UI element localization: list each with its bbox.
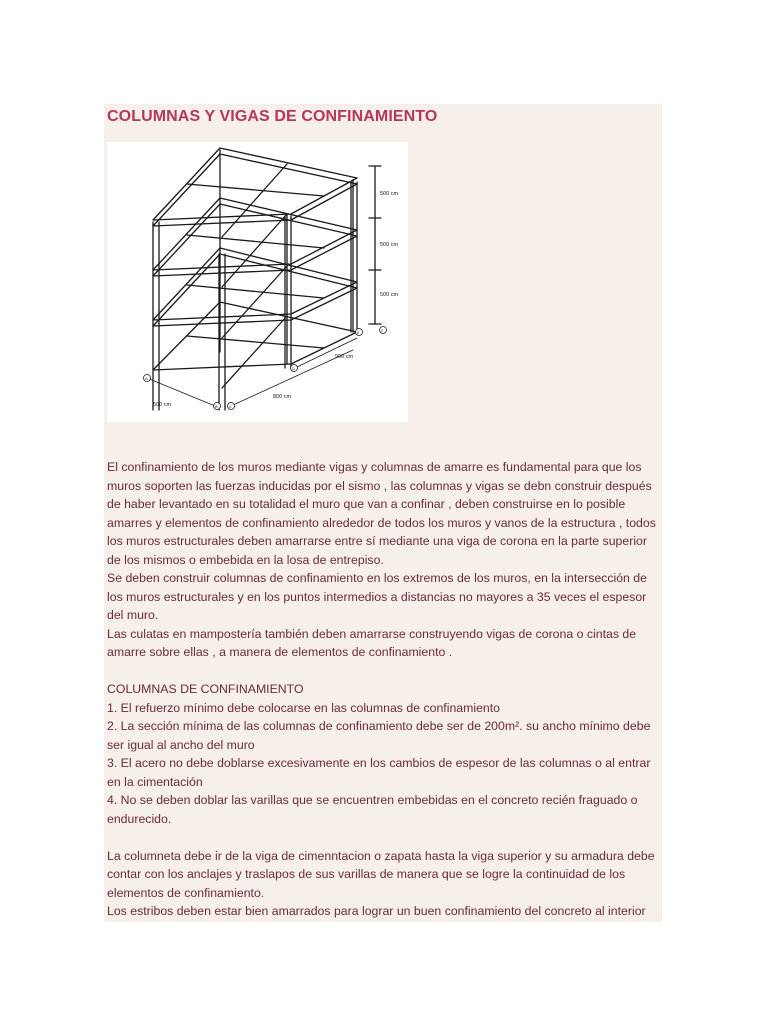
document-page bbox=[104, 104, 662, 922]
marker-a: A bbox=[145, 376, 148, 381]
list-item: 4. No se deben doblar las varillas que se encuentren embebidas en el concreto recién fraguado o endurecido. bbox=[107, 793, 638, 826]
marker-c: C bbox=[229, 404, 232, 409]
structure-figure bbox=[107, 142, 408, 422]
section-heading: COLUMNAS DE CONFINAMIENTO bbox=[107, 682, 304, 696]
spacer bbox=[107, 662, 661, 681]
width-label-a: 500 cm bbox=[153, 402, 172, 408]
height-label-3: 500 cm bbox=[380, 191, 399, 197]
marker-d: D bbox=[292, 366, 295, 371]
spacer bbox=[107, 828, 661, 847]
marker-e: E bbox=[357, 330, 360, 335]
article-body bbox=[107, 458, 661, 921]
depth-label: 900 cm bbox=[335, 354, 354, 360]
list-item: 3. El acero no debe doblarse excesivamente en los cambios de espesor de las columnas o al entrar en la cimentación bbox=[107, 756, 651, 789]
height-label-1: 500 cm bbox=[380, 292, 399, 298]
paragraph-columnas: Se deben construir columnas de confinamiento en los extremos de los muros, en la intersección de los muros estructurales y en los puntos intermedios a distancias no mayores a 35 veces el espesor del muro. bbox=[107, 571, 647, 622]
height-label-2: 500 cm bbox=[380, 242, 399, 248]
list-item: 2. La sección mínima de las columnas de confinamiento debe ser de 200m². su ancho mínimo debe ser igual al ancho del muro bbox=[107, 719, 651, 752]
list-item: 1. El refuerzo mínimo debe colocarse en las columnas de confinamiento bbox=[107, 700, 501, 715]
paragraph-estribos: Los estribos deben estar bien amarrados para lograr un buen confinamiento del concreto al interior bbox=[107, 904, 646, 918]
building-frame-diagram bbox=[107, 142, 408, 422]
marker-f: F bbox=[381, 328, 384, 333]
paragraph-culatas: Las culatas en mampostería también deben amarrarse construyendo vigas de corona o cintas de amarre sobre ellas , a manera de elementos de confinamiento . bbox=[107, 626, 637, 659]
page-title: COLUMNAS Y VIGAS DE CONFINAMIENTO bbox=[107, 108, 438, 125]
paragraph-columneta: La columneta debe ir de la viga de cimenntacion o zapata hasta la viga superior y su armadura debe contar con los anclajes y traslapos de sus varillas de manera que se logre la continuidad de los elementos de confinamiento. bbox=[107, 848, 655, 900]
width-label-b: 800 cm bbox=[273, 394, 292, 400]
marker-b: B bbox=[215, 404, 218, 409]
paragraph-confinamiento: El confinamiento de los muros mediante vigas y columnas de amarre es fundamental para que los muros soporten las fuerzas inducidas por el sismo , las columnas y vigas se debn construir después de haber levantado en su totalidad el muro que van a confinar , deben construirse en lo posible amarres y elementos de confinamiento alrededor de todos los muros y vanos de la estructura , todos los muros estructurales deben amarrarse entre sí mediante una viga de corona en la parte superior de los mismos o embebida en la losa de entrepiso. bbox=[107, 460, 656, 567]
